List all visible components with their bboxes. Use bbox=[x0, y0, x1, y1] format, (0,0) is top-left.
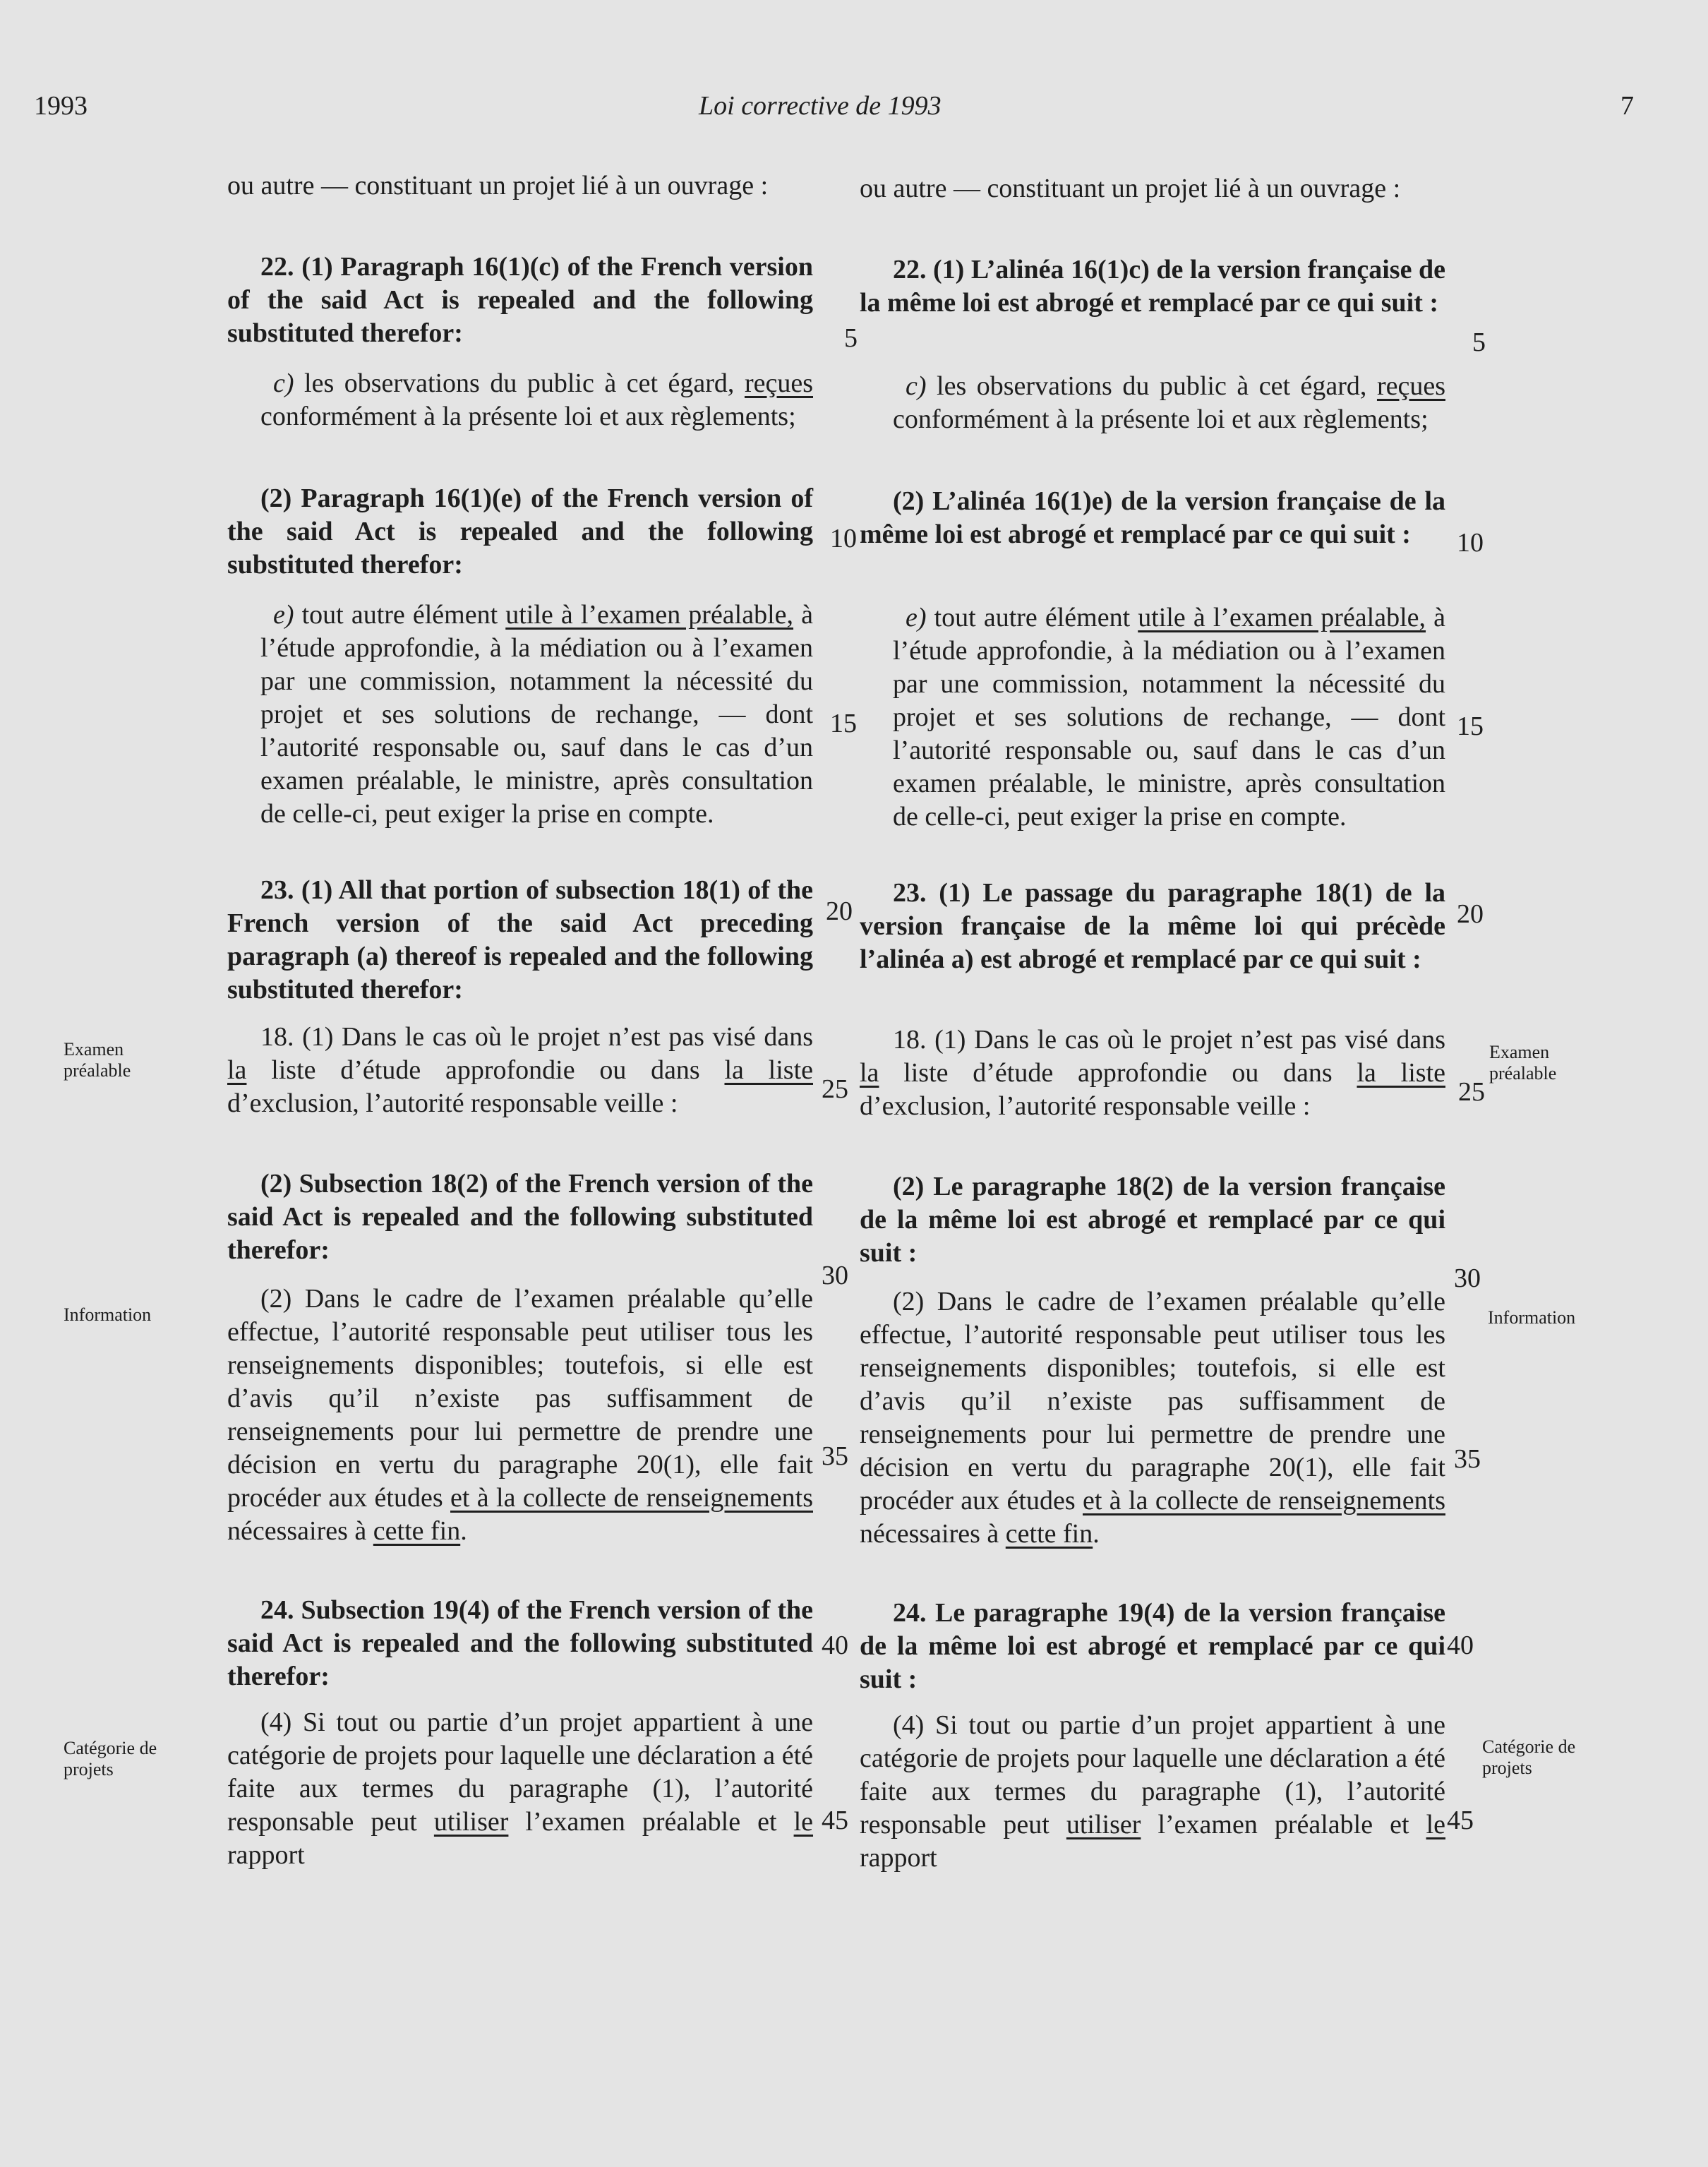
amended-text: reçues bbox=[744, 368, 813, 398]
paragraph-label: e) bbox=[273, 600, 294, 630]
text-run: (4) Si tout ou partie d’un projet appartient à une catégorie de projets pour laquelle une déclaration a été faite aux termes du paragraphe (1), l’autorité responsable peut bbox=[860, 1710, 1445, 1839]
section-18-1 bbox=[227, 1021, 813, 1153]
section-24-heading: 24. Subsection 19(4) of the French version of the said Act is repealed and the following substituted therefor: bbox=[227, 1595, 813, 1691]
text-run: à l’étude approfondie, à la médiation ou à l’examen par une commission, notamment la nécessité du projet et ses solutions de rechange, — dont l’autorité responsable ou, sauf dans le cas d’un examen préalable, le ministre, après consultation de celle-ci, peut exiger la prise en compte. bbox=[893, 603, 1445, 832]
margin-note-line: Catégorie de bbox=[64, 1738, 157, 1758]
left-column bbox=[227, 169, 813, 1872]
section-24-heading: 24. Le paragraphe 19(4) de la version française de la même loi est abrogé et remplacé par ce qui suit : bbox=[860, 1598, 1445, 1694]
text-run: . bbox=[460, 1516, 467, 1546]
text-run: 18. (1) Dans le cas où le projet n’est pas visé dans bbox=[260, 1022, 813, 1052]
text-run: (2) Dans le cadre de l’examen préalable qu’elle effectue, l’autorité responsable peut utiliser tous les renseignements disponibles; toutefois, si elle est d’avis qu’il n’existe pas suffisamment de renseignements pour lui permettre de prendre une décision en vertu du paragraphe 20(1), elle fait procéder aux études bbox=[227, 1284, 813, 1513]
text-run: liste d’étude approfondie ou dans bbox=[879, 1058, 1357, 1088]
amended-text: le bbox=[1426, 1810, 1446, 1839]
amended-text: utiliser bbox=[1066, 1810, 1141, 1839]
margin-note-line: Examen bbox=[64, 1039, 124, 1060]
right-column bbox=[860, 172, 1445, 1875]
text-run: tout autre élément bbox=[926, 603, 1138, 632]
paragraph-label: e) bbox=[906, 603, 927, 632]
text-run: l’examen préalable et bbox=[1141, 1810, 1426, 1839]
section-22-2-heading: (2) Paragraph 16(1)(e) of the French version of the said Act is repealed and the following substituted therefor: bbox=[227, 484, 813, 580]
amended-text: la liste bbox=[724, 1055, 813, 1085]
paragraph-label: c) bbox=[273, 368, 294, 398]
text-run: conformément à la présente loi et aux règlements; bbox=[893, 404, 1429, 434]
margin-note-categorie-right bbox=[1482, 1736, 1623, 1779]
amended-text: cette fin bbox=[1005, 1519, 1093, 1549]
margin-note-examen-left bbox=[64, 1039, 205, 1081]
line-number: 35 bbox=[1454, 1444, 1481, 1474]
section-18-2 bbox=[227, 1283, 813, 1581]
paragraph-c bbox=[860, 370, 1445, 469]
line-number: 45 bbox=[822, 1806, 848, 1835]
paragraph-c bbox=[227, 367, 813, 467]
text-run: tout autre élément bbox=[294, 600, 506, 630]
margin-note-line: Examen bbox=[1489, 1042, 1550, 1062]
line-number: 30 bbox=[822, 1261, 848, 1290]
section-19-4 bbox=[227, 1706, 813, 1872]
text-run: nécessaires à bbox=[227, 1516, 373, 1546]
amended-text: utiliser bbox=[433, 1807, 509, 1837]
section-22-1-heading: 22. (1) Paragraph 16(1)(c) of the French version of the said Act is repealed and the following substituted therefor: bbox=[227, 252, 813, 348]
paragraph-e bbox=[227, 599, 813, 864]
section-18-2 bbox=[860, 1285, 1445, 1584]
amended-text: et à la collecte de renseignements bbox=[450, 1483, 813, 1513]
paragraph-e bbox=[860, 601, 1445, 867]
section-23-2-heading: (2) Subsection 18(2) of the French version of the said Act is repealed and the following substituted therefor: bbox=[227, 1169, 813, 1265]
amended-text: reçues bbox=[1376, 371, 1445, 401]
line-number: 5 bbox=[844, 323, 858, 353]
text-run: les observations du public à cet égard, bbox=[294, 368, 745, 398]
amended-text: le bbox=[793, 1807, 814, 1837]
line-number: 20 bbox=[826, 896, 853, 926]
line-number: 35 bbox=[822, 1441, 848, 1471]
section-23-1-heading: 23. (1) All that portion of subsection 18(1) of the French version of the said Act preceding paragraph (a) thereof is repealed and the following substituted therefor: bbox=[227, 875, 813, 1004]
text-run: les observations du public à cet égard, bbox=[926, 371, 1377, 401]
page-year: 1993 bbox=[34, 91, 88, 121]
line-number: 25 bbox=[822, 1074, 848, 1104]
section-19-4 bbox=[860, 1709, 1445, 1875]
text-run: d’exclusion, l’autorité responsable veille : bbox=[860, 1091, 1311, 1121]
text-run: rapport bbox=[227, 1840, 305, 1870]
section-22-2-heading: (2) L’alinéa 16(1)e) de la version française de la même loi est abrogé et remplacé par ce qui suit : bbox=[860, 486, 1445, 549]
text-run: liste d’étude approfondie ou dans bbox=[246, 1055, 725, 1085]
line-number: 40 bbox=[822, 1631, 848, 1660]
line-number: 10 bbox=[830, 524, 857, 553]
line-number: 30 bbox=[1454, 1263, 1481, 1293]
paragraph-label: c) bbox=[906, 371, 927, 401]
line-number: 5 bbox=[1472, 328, 1486, 357]
text-run: 18. (1) Dans le cas où le projet n’est pas visé dans bbox=[893, 1025, 1445, 1055]
amended-text: utile à l’examen préalable, bbox=[1138, 603, 1426, 632]
text-run: . bbox=[1093, 1519, 1100, 1549]
paragraph: ou autre — constituant un projet lié à un ouvrage : bbox=[860, 174, 1401, 203]
amended-text: la bbox=[860, 1058, 879, 1088]
text-run: (4) Si tout ou partie d’un projet appartient à une catégorie de projets pour laquelle une déclaration a été faite aux termes du paragraphe (1), l’autorité responsable peut bbox=[227, 1707, 813, 1837]
text-run: conformément à la présente loi et aux règlements; bbox=[260, 402, 796, 431]
running-title: Loi corrective de 1993 bbox=[699, 91, 942, 121]
margin-note-line: préalable bbox=[1489, 1063, 1557, 1084]
section-23-2-heading: (2) Le paragraphe 18(2) de la version française de la même loi est abrogé et remplacé par ce qui suit : bbox=[860, 1172, 1445, 1268]
text-run: nécessaires à bbox=[860, 1519, 1006, 1549]
margin-note-examen-right bbox=[1489, 1042, 1574, 1084]
text-run: l’examen préalable et bbox=[508, 1807, 794, 1837]
line-number: 10 bbox=[1457, 528, 1484, 558]
section-18-1 bbox=[860, 1024, 1445, 1156]
amended-text: cette fin bbox=[373, 1516, 461, 1546]
amended-text: la liste bbox=[1357, 1058, 1445, 1088]
section-23-1-heading: 23. (1) Le passage du paragraphe 18(1) de la version française de la même loi qui précède l’alinéa a) est abrogé et remplacé par ce qui suit : bbox=[860, 878, 1445, 974]
line-number: 25 bbox=[1458, 1077, 1485, 1107]
amended-text: et à la collecte de renseignements bbox=[1083, 1486, 1445, 1515]
margin-note-line: Catégorie de bbox=[1482, 1736, 1576, 1757]
text-run: rapport bbox=[860, 1843, 937, 1873]
margin-note-line: projets bbox=[64, 1759, 114, 1779]
text-run: à l’étude approfondie, à la médiation ou à l’examen par une commission, notamment la nécessité du projet et ses solutions de rechange, — dont l’autorité responsable ou, sauf dans le cas d’un examen préalable, le ministre, après consultation de celle-ci, peut exiger la prise en compte. bbox=[260, 600, 813, 829]
line-number: 40 bbox=[1447, 1631, 1474, 1660]
amended-text: utile à l’examen préalable, bbox=[505, 600, 794, 630]
margin-note-information-left: Information bbox=[64, 1304, 152, 1325]
margin-note-line: préalable bbox=[64, 1060, 131, 1081]
line-number: 15 bbox=[830, 709, 857, 738]
text-run: d’exclusion, l’autorité responsable veille : bbox=[227, 1088, 678, 1118]
line-number: 15 bbox=[1457, 712, 1484, 741]
line-number: 20 bbox=[1457, 899, 1484, 929]
margin-note-information-right: Information bbox=[1488, 1307, 1576, 1328]
page-number: 7 bbox=[1620, 91, 1634, 121]
paragraph: ou autre — constituant un projet lié à un ouvrage : bbox=[227, 171, 769, 200]
margin-note-categorie-left bbox=[64, 1738, 205, 1780]
section-22-1-heading: 22. (1) L’alinéa 16(1)c) de la version française de la même loi est abrogé et remplacé par ce qui suit : bbox=[860, 255, 1445, 318]
margin-note-line: projets bbox=[1482, 1758, 1532, 1778]
amended-text: la bbox=[227, 1055, 247, 1085]
line-number: 45 bbox=[1447, 1806, 1474, 1835]
text-run: (2) Dans le cadre de l’examen préalable qu’elle effectue, l’autorité responsable peut utiliser tous les renseignements disponibles; toutefois, si elle est d’avis qu’il n’existe pas suffisamment de renseignements pour lui permettre de prendre une décision en vertu du paragraphe 20(1), elle fait procéder aux études bbox=[860, 1287, 1445, 1515]
